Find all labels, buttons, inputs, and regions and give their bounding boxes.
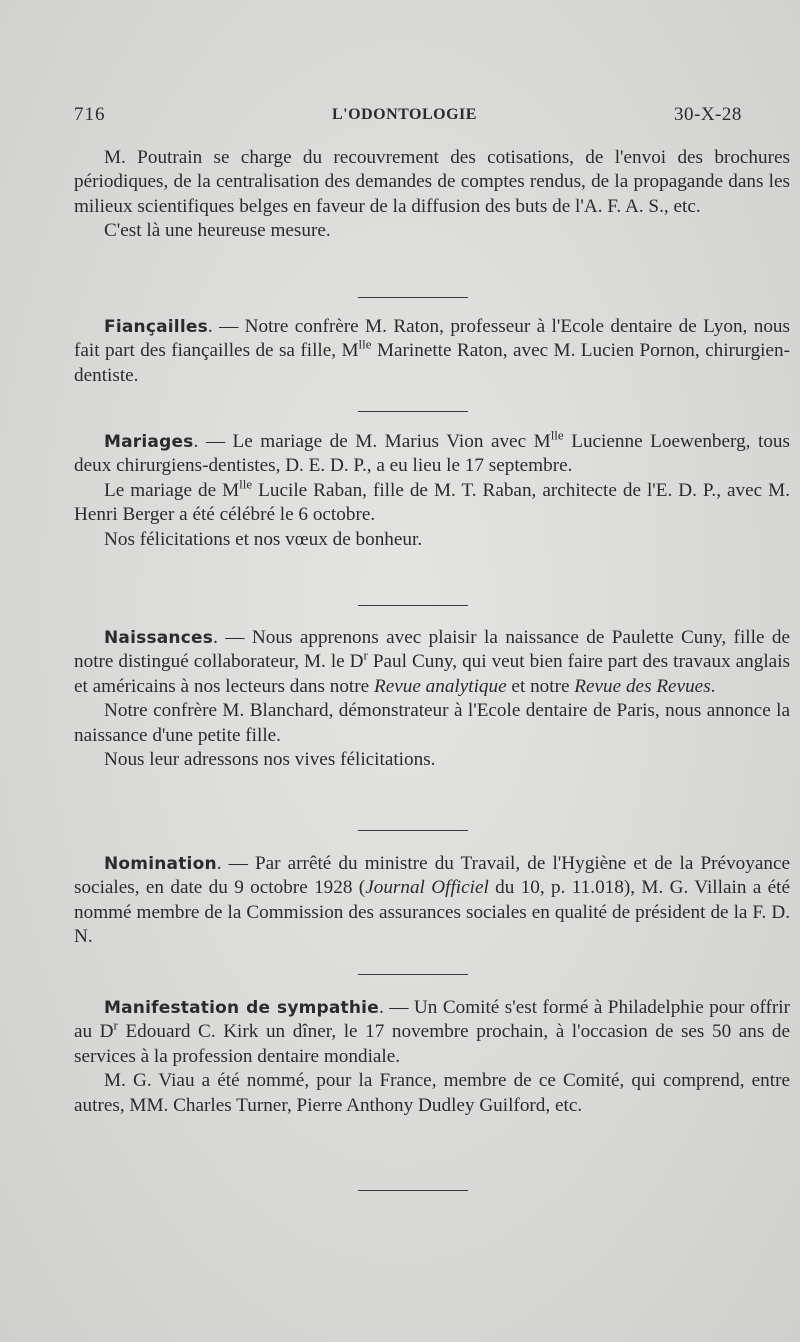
section-divider (358, 605, 468, 606)
section-divider (358, 830, 468, 831)
fiancailles-section (74, 315, 790, 388)
fiancailles-paragraph: Fiançailles. — Notre confrère M. Raton, professeur à l'Ecole dentaire de Lyon, nous fait part des fiançailles de sa fille, $M^{lle}$ Marinette Raton, avec M. Lucien Pornon, chirurgien-dentiste. (74, 316, 790, 386)
section-divider (358, 411, 468, 412)
mariages-paragraph: Le mariage de $M^{lle}$ Lucile Raban, fille de M. T. Raban, architecte de l'E. D. P., avec M. Henri Berger a été célébré le 6 octobre. (74, 476, 791, 526)
mariages-section (74, 427, 791, 552)
naissances-paragraph: Naissances. — Nous apprenons avec plaisir la naissance de Paulette Cuny, fille de notre distingué collaborateur, M. le $D^r$ Paul Cuny, qui veut bien faire part des travaux anglais et américains à nos lecteurs dans notre Revue analytique et notre Revue des Revues. (74, 627, 790, 697)
section-divider (358, 1190, 468, 1191)
nomination-section (74, 852, 790, 950)
issue-date: 30-X-28 (674, 104, 742, 125)
nomination-paragraph: Nomination. — Par arrêté du ministre du Travail, de l'Hygiène et de la Prévoyance sociales, en date du 9 octobre 1928 (Journal Officiel du 10, p. 11.018), M. G. Villain a été nommé membre de la Commission des assurances sociales en qualité de président de la F. D. N. (74, 853, 791, 948)
section-heading: Naissances (104, 628, 214, 648)
mariages-paragraph: Mariages. — Le mariage de M. Marius Vion avec $M^{lle}$ Lucienne Loewenberg, tous deux chirurgiens-dentistes, D. E. D. P., a eu lieu le 17 septembre. (74, 427, 790, 477)
section-divider (358, 974, 468, 975)
naissances-section (74, 626, 790, 772)
running-header (74, 104, 794, 132)
intro-section (74, 146, 790, 244)
sympathie-section (74, 996, 790, 1118)
section-heading: Mariages (104, 432, 194, 452)
naissances-paragraph: Notre confrère M. Blanchard, démonstrateur à l'Ecole dentaire de Paris, nous annonce la naissance d'une petite fille. (74, 700, 790, 746)
sympathie-paragraph: Manifestation de sympathie. — Un Comité s'est formé à Philadelphie pour offrir au $D^r$ Edouard C. Kirk un dîner, le 17 novembre prochain, à l'occasion de ses 50 ans de services à la profession dentaire mondiale. (74, 997, 790, 1067)
mariages-paragraph: Nos félicitations et nos vœux de bonheur. (104, 528, 423, 550)
naissances-paragraph: Nous leur adressons nos vives félicitations. (104, 749, 436, 771)
section-heading: Nomination (104, 854, 217, 874)
sympathie-paragraph: M. G. Viau a été nommé, pour la France, membre de ce Comité, qui comprend, entre autres, MM. Charles Turner, Pierre Anthony Dudley Guilford, etc. (74, 1070, 790, 1116)
section-heading: Fiançailles (104, 317, 208, 337)
journal-title: L'ODONTOLOGIE (332, 106, 477, 123)
page-number: 716 (74, 104, 106, 125)
intro-paragraph: C'est là une heureuse mesure. (104, 220, 331, 242)
intro-paragraph: M. Poutrain se charge du recouvrement des cotisations, de l'envoi des brochures périodiques, de la centralisation des demandes de comptes rendus, de la propagande dans les milieux scientifiques belges en faveur de la diffusion des buts de l'A. F. A. S., etc. (74, 147, 790, 217)
section-heading: Manifestation de sympathie (104, 998, 379, 1018)
section-divider (358, 297, 468, 298)
